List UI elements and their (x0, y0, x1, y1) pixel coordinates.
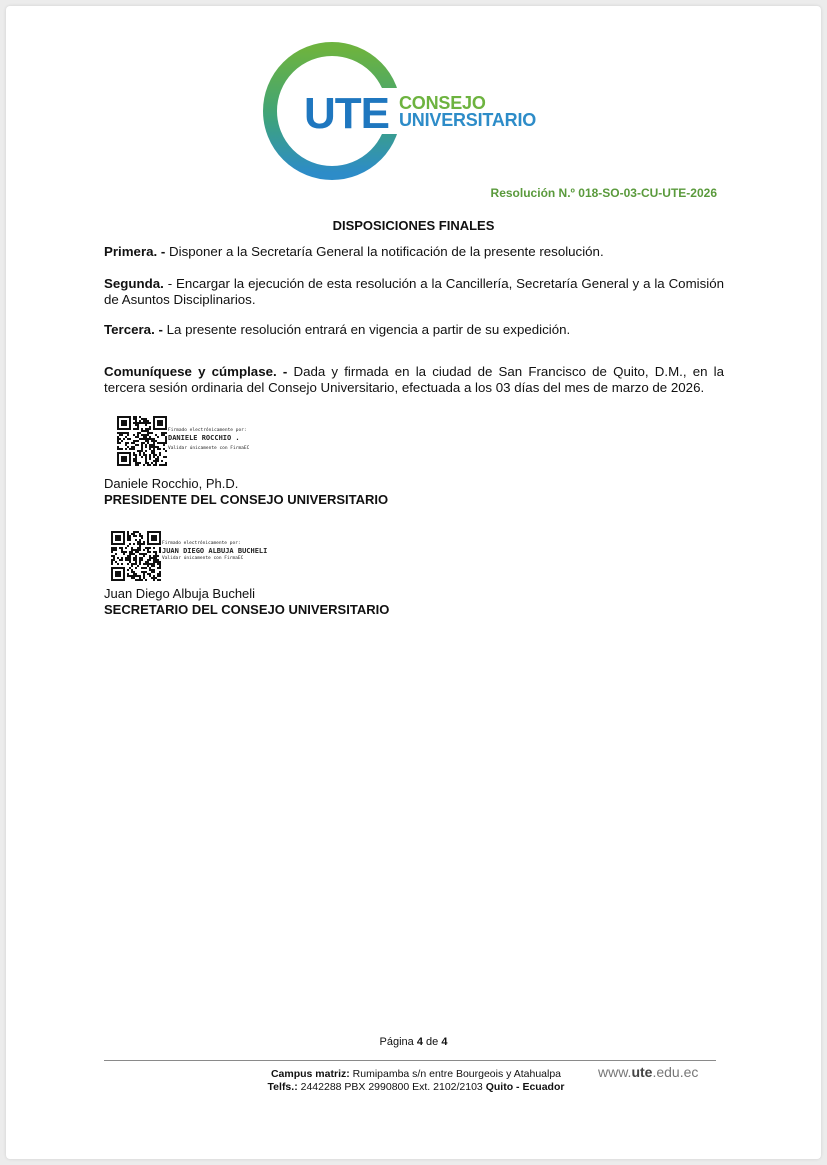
page-current: 4 (416, 1036, 423, 1048)
page-prefix: Página (379, 1036, 417, 1048)
stamp-header: Firmado electrónicamente por: (168, 428, 247, 433)
city: Quito - Ecuador (485, 1081, 565, 1093)
provision-label: Segunda. (104, 276, 164, 291)
signer-name: Juan Diego Albuja Bucheli (104, 586, 256, 601)
page-number (6, 1036, 821, 1048)
campus-text: Rumipamba s/n entre Bourgeois y Atahualpa (349, 1068, 562, 1080)
section-heading: DISPOSICIONES FINALES (332, 218, 495, 233)
stamp-footer: Validar únicamente con FirmaEC (168, 446, 250, 451)
closing-paragraph (104, 364, 724, 396)
phones-text: 2442288 PBX 2990800 Ext. 2102/2103 (297, 1081, 486, 1093)
signature-qr-code (111, 531, 161, 581)
page-total: 4 (441, 1036, 448, 1048)
closing-label: Comuníquese y cúmplase. - (104, 364, 288, 379)
closing-text: Dada y firmada en la ciudad de San Francisco de Quito, D.M., en la tercera sesión ordinaria del Consejo Universitario, efectuada a los 03 días del mes de marzo de 2026. (104, 364, 725, 395)
signer-role: PRESIDENTE DEL CONSEJO UNIVERSITARIO (104, 492, 389, 507)
web-prefix: www. (598, 1064, 632, 1080)
provision-label: Tercera. - (104, 322, 163, 337)
stamp-footer: Validar únicamente con FirmaEC (162, 556, 244, 561)
stamp-header: Firmado electrónicamente por: (162, 541, 241, 546)
signer-role: SECRETARIO DEL CONSEJO UNIVERSITARIO (104, 602, 390, 617)
resolution-number: Resolución N.º 018-SO-03-CU-UTE-2026 (490, 186, 717, 200)
web-brand: ute (631, 1064, 653, 1080)
provision-tercera (104, 322, 724, 338)
document-page (6, 6, 821, 1159)
website-link[interactable] (598, 1064, 698, 1080)
provision-text: Disponer a la Secretaría General la notificación de la presente resolución. (165, 244, 604, 259)
signature-stamp (168, 428, 278, 452)
stamp-signer-name: DANIELE ROCCHIO . (168, 434, 240, 442)
page-middle: de (422, 1036, 442, 1048)
footer-divider (104, 1060, 716, 1061)
signature-stamp (162, 541, 272, 562)
phones-label: Telfs.: (267, 1081, 298, 1093)
logo-text-consejo: CONSEJO (399, 93, 486, 113)
campus-label: Campus matriz: (270, 1068, 350, 1080)
provision-primera (104, 244, 724, 260)
logo-acronym: UTE (304, 89, 389, 138)
logo-text-universitario: UNIVERSITARIO (399, 110, 537, 130)
signer-name: Daniele Rocchio, Ph.D. (104, 476, 239, 491)
signer-block-secretary (104, 586, 389, 618)
provision-segunda (104, 276, 724, 308)
stamp-signer-name: JUAN DIEGO ALBUJA BUCHELI (162, 547, 268, 555)
provision-text: - Encargar la ejecución de esta resolución a la Cancillería, Secretaría General y a la Comisión de Asuntos Disciplinarios. (104, 276, 724, 307)
signer-block-president (104, 476, 388, 508)
footer-address (206, 1068, 626, 1094)
signature-qr-code (117, 416, 167, 466)
provision-label: Primera. - (104, 244, 166, 259)
provision-text: La presente resolución entrará en vigencia a partir de su expedición. (162, 322, 571, 337)
web-suffix: .edu.ec (652, 1064, 699, 1080)
